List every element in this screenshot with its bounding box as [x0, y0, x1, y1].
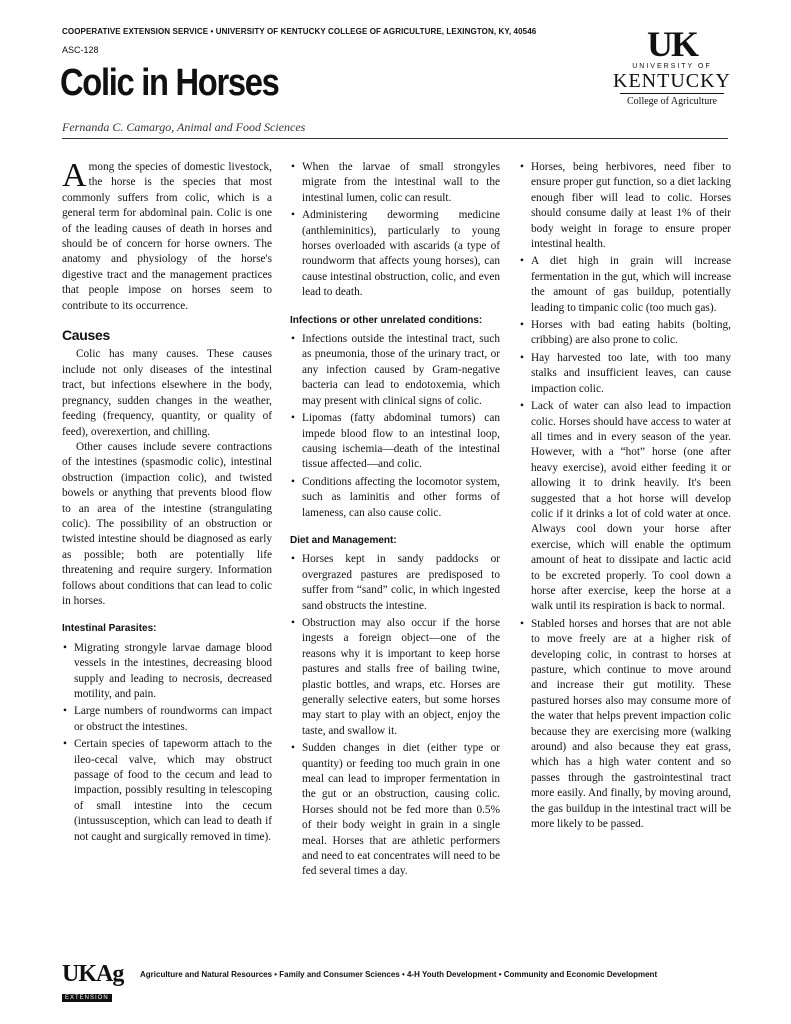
list-item: • Stabled horses and horses that are not able to move freely are at a higher risk of developing colic, in contrast to horses at pasture, which continue to move around and increase their gut motility. These pastured horses also may consume more of the water that helps prevent impaction colic because they are exercising more (walking around) and also because they eat grass, which has a high water content and so passes through the gastrointestinal tract more easily. And finally, by moving around, the gas buildup in the intestinal tract will be more likely to be passed.	[531, 617, 731, 833]
uk-logo-college: College of Agriculture	[620, 93, 724, 107]
uk-logo-university: UNIVERSITY OF	[632, 63, 712, 70]
list-item: • Horses kept in sandy paddocks or overgrazed pastures are predisposed to suffer from “sand” colic, in which ingested sand obstructs the intestine.	[302, 552, 500, 614]
drop-cap: A	[62, 157, 87, 194]
document-title: Colic in Horses	[60, 62, 279, 104]
ukag-logo-mark: UKAg	[62, 961, 124, 987]
diet-heading: Diet and Management:	[290, 534, 397, 546]
diet-list	[290, 552, 500, 880]
ukag-extension-logo	[62, 962, 126, 1002]
institution-name: UNIVERSITY OF KENTUCKY COLLEGE OF AGRICULTURE, LEXINGTON, KY, 40546	[215, 27, 537, 36]
infections-heading: Infections or other unrelated conditions:	[290, 314, 483, 326]
list-item: • Obstruction may also occur if the horse ingests a foreign object—one of the reasons why it is important to keep horse pastures and stalls free of bailing twine, plastic bottles, and wraps, etc. Horses are generally selective eaters, but some horses may start to play with an object, enjoy the taste, and swallow it.	[302, 616, 500, 739]
uk-college-logo	[612, 26, 732, 106]
header-service-line: COOPERATIVE EXTENSION SERVICE • UNIVERSITY OF KENTUCKY COLLEGE OF AGRICULTURE, LEXINGTON, KY, 40546	[62, 27, 537, 36]
list-item: • Hay harvested too late, with too many stalks and insufficient leaves, can cause impaction colic.	[531, 351, 731, 397]
list-item: • Migrating strongyle larvae damage blood vessels in the intestines, decreasing blood supply and leading to necrosis, decreased motility, and pain.	[74, 641, 272, 703]
causes-paragraph-2: Other causes include severe contractions of the intestines (spasmodic colic), intestinal obstruction (impaction colic), and twisted bowels or anything that prevents blood flow to an area of the intestine (strangulating colic). The possibility of an obstruction or twisted intestine should be diagnosed as early as possible; both are potentially life threatening and require surgery. Information follows about conditions that can lead to colic in horses.	[62, 440, 272, 607]
column-3	[519, 160, 731, 834]
causes-paragraph-1: Colic has many causes. These causes include not only diseases of the intestinal tract, but infections elsewhere in the body, pregnancy, sudden changes in the weather, feeding (frequency, quantity, or quality of feed), overexertion, and chilling.	[62, 348, 272, 438]
author-line: Fernanda C. Camargo, Animal and Food Sciences	[62, 120, 306, 134]
list-item: • Infections outside the intestinal tract, such as pneumonia, those of the urinary tract, or any infection caused by Gram-negative bacteria can lead to endotoxemia, which may present with clinical signs of colic.	[302, 332, 500, 409]
list-item: • Horses, being herbivores, need fiber to ensure proper gut function, so a diet lacking enough fiber will lead to colic. Horses should consume daily at least 1% of their body weight in forage to ensure proper intestinal health.	[531, 160, 731, 252]
list-item: • Horses with bad eating habits (bolting, cribbing) are also prone to colic.	[531, 318, 731, 349]
list-item: • Sudden changes in diet (either type or quantity) or feeding too much grain in one meal can lead to improper fermentation in the gut or an obstruction, causing colic. Horses should not be fed more than 0.5% of their body weight in grain in a single meal. Horses that are athletic performers and need to eat concentrates will need to be fed several times a day.	[302, 741, 500, 880]
intro-text: mong the species of domestic livestock, the horse is the species that most commonly suffers from colic, which is a general term for abdominal pain. Colic is one of the leading causes of death in horses and should be of concern for horse owners. The anatomy and physiology of the horse's digestive tract and the management practices that people impose on horses seem to contribute to its occurrence.	[62, 161, 272, 312]
list-item: • When the larvae of small strongyles migrate from the intestinal wall to the intestinal lumen, colic can result.	[302, 160, 500, 206]
list-item: • Conditions affecting the locomotor system, such as laminitis and other forms of lameness, can also cause colic.	[302, 475, 500, 521]
list-item: • Lipomas (fatty abdominal tumors) can impede blood flow to an intestinal loop, causing ischemia—death of the intestinal tissue affected—and colic.	[302, 411, 500, 473]
column-2	[290, 160, 500, 882]
title-divider	[62, 138, 728, 139]
intro-paragraph	[62, 157, 272, 314]
parasites-list	[62, 641, 272, 845]
list-item: • Lack of water can also lead to impaction colic. Horses should have access to water at all times and in every season of the year. However, with a “hot” horse (one after heavy exercise), avoid either feeding it or allowing it to drink heavily. It's been suggested that a hot horse will develop colic if it drinks a lot of cold water at once. Always cool down your horse after exercise, which will enable the optimum amount of heat to dissipate and lactic acid to be excreted properly. To cool down a horse after exercise, keep the horse at a walk until its respiration is back to normal.	[531, 399, 731, 615]
list-item: • Administering deworming medicine (anthleminitics), particularly to young horses overloaded with ascarids (a type of roundworm that affects young horses), can cause intestinal obstruction, colic, and even lead to death.	[302, 208, 500, 300]
publication-code: ASC-128	[62, 45, 99, 55]
diet-list-continued	[519, 160, 731, 832]
footer-programs: Agriculture and Natural Resources • Family and Consumer Sciences • 4-H Youth Development • Community and Economic Development	[140, 970, 658, 979]
infections-list	[290, 332, 500, 521]
list-item: • A diet high in grain will increase fermentation in the gut, which will increase the amount of gas buildup, potentially leading to timpanic colic (too much gas).	[531, 254, 731, 316]
causes-heading: Causes	[62, 327, 111, 344]
list-item: • Certain species of tapeworm attach to the ileo-cecal valve, which may obstruct passage of food to the cecum and lead to impaction, possibly resulting in telescoping of small intestine into the cecum (intussusception, which can lead to death if not caught and surgically removed in time).	[74, 737, 272, 845]
parasites-list-continued	[290, 160, 500, 301]
service-name: COOPERATIVE EXTENSION SERVICE	[62, 27, 209, 36]
extension-label: EXTENSION	[62, 994, 112, 1002]
list-item: • Large numbers of roundworms can impact or obstruct the intestines.	[74, 704, 272, 735]
uk-logo-mark: UK	[647, 24, 697, 64]
parasites-heading: Intestinal Parasites:	[62, 623, 157, 635]
uk-logo-state: KENTUCKY	[613, 70, 731, 92]
column-1	[62, 157, 272, 847]
